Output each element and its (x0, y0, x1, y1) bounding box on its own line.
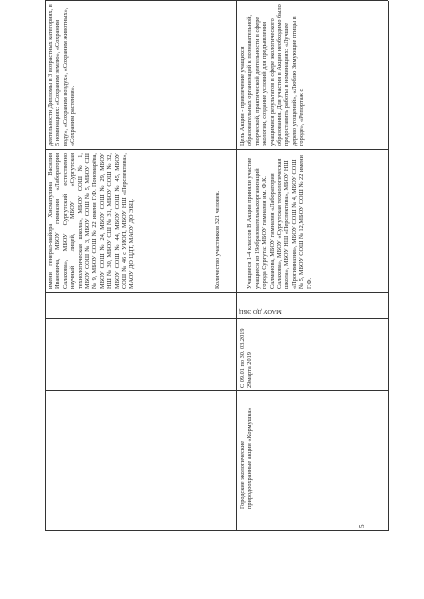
goals-text: Цель Акции - привлечение учащихся образовательных организаций к познавательной, творческой, практической деятельности в сфере экологии, создание условий для предъявления учащимися результатов в сфере экологического образования. Для участия в Акции необходимо было предоставить работы в номинациях: «Лучшее дерево угощений», «Люблю Зимующие птицы в городе», «Репортаж с (239, 4, 306, 146)
prev-count-text: Количество участников 321 человек. (214, 190, 221, 289)
row-number: 5 (358, 524, 366, 528)
table-top-border (45, 1, 46, 531)
event-name-text: Городские экологические природоохранные акции «Кормушка» (239, 407, 254, 509)
participants-cell (239, 153, 385, 289)
goals-cell (239, 4, 385, 146)
col-line-3 (45, 292, 388, 293)
table-bottom-border (388, 1, 389, 531)
prev-participants-text: имени генерал-майора Хисматулина Василия Ивановича, МБОУ гимназия «Лаборатория Салахова», МБОУ Сургутский естественно научный лицей, МБОУ «Сургутская технологическая школа», МБОУ СОШ № 1, МБОУ СОШ № 3, МБОУ СОШ № 5, МБОУ СШ № 9, МБОУ СОШ № 22 имени Г.Ф. Пономарёва, МБОУ СОШ № 24, МБОУ СОШ № 29, МБОУ НШ № 30, МБОУ СШ № 31, МБОУ СОШ № 32, МБОУ СОШ № 44, МБОУ СОШ № 45, МБОУ СОШ № 46 с УИОП, МБОУ НШ «Перспектива», МАОУ ДО ЦДТ, МАОУ ДО ЭБЦ. (47, 153, 136, 289)
col-line-2 (45, 318, 388, 319)
prev-goals-text: деятельности Дипломы в 3 возрастных категориях, в 5 номинациях: «Сохраним землю», «Сохраним воду», «Сохраним воздух», «Сохраним животных», «Сохраним растения». (47, 4, 77, 146)
prev-goals-cell (47, 4, 167, 146)
prev-participants-cell (47, 153, 212, 289)
dates-cell (239, 322, 279, 388)
prev-count-cell (214, 153, 234, 289)
organizer-cell (239, 295, 299, 315)
dates-text: С 09.01 по 30. 03.2019 29марта 2019 (239, 328, 254, 388)
organizer-text: МАОУ ДО ЭБЦ (239, 308, 282, 315)
event-name-cell (239, 394, 299, 509)
row-divider (236, 1, 237, 531)
participants-text: Учащиеся 1-4 классов В Акции приняли участие учащиеся из 19образовательныхорганизаций города Сургута: МБОУ гимназия им. Ф.К. Салманова, МБОУ гимназия «Лаборатория Салахова», МБОУ «Сургутская технологическая школа», МБОУ НШ «Перспектива», МБОУ НШ «Прогимназия», МБОУ СОШ № 4, МБОУ СОШ № 5, МБОУ СОШ № 12,МБОУ СОШ № 22 имени Г.Ф. (246, 155, 313, 289)
col-line-1 (45, 390, 388, 391)
col-line-0 (45, 530, 388, 531)
col-line-4 (45, 149, 388, 150)
col-line-5 (45, 0, 388, 1)
